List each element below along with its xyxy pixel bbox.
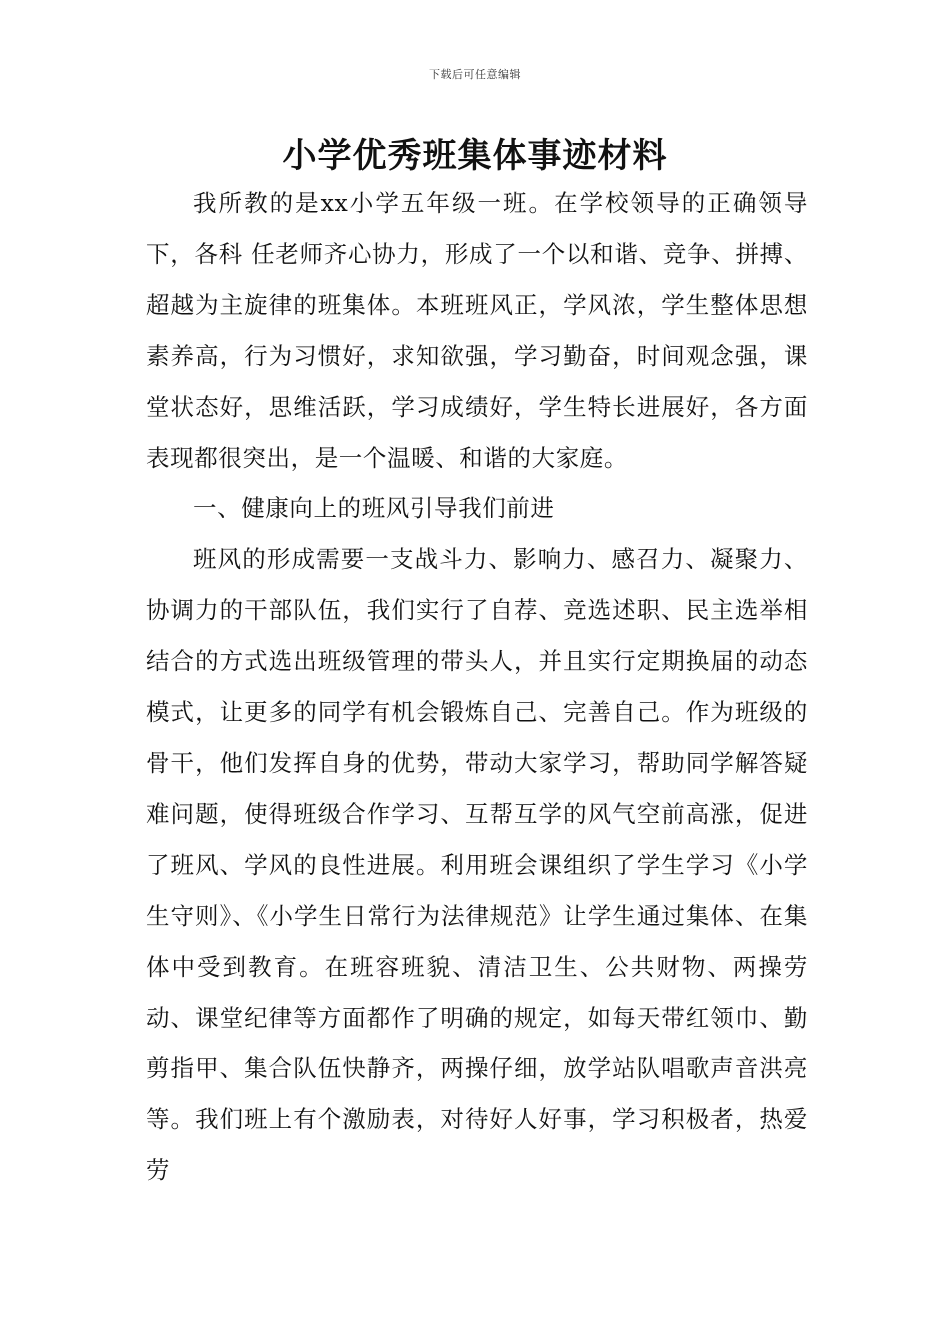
- section-paragraph: 班风的形成需要一支战斗力、影响力、感召力、凝聚力、协调力的干部队伍，我们实行了自荐、竞选述职、民主选举相结合的方式选出班级管理的带头人，并且实行定期换届的动态模式，让更多的同学有机会锻炼自己、完善自己。作为班级的骨干，他们发挥自身的优势，带动大家学习，帮助同学解答疑难问题，使得班级合作学习、互帮互学的风气空前高涨，促进了班风、学风的良性进展。利用班会课组织了学生学习《小学生守则》、《小学生日常行为法律规范》让学生通过集体、在集体中受到教育。在班容班貌、清洁卫生、公共财物、两操劳动、课堂纪律等方面都作了明确的规定，如每天带红领巾、勤剪指甲、集合队伍快静齐，两操仔细，放学站队唱歌声音洪亮等。我们班上有个激励表，对待好人好事，学习积极者，热爱劳: [146, 545, 808, 1185]
- document-title: 小学优秀班集体事迹材料: [282, 136, 668, 176]
- document-body: [146, 178, 808, 1196]
- section-heading: 一、健康向上的班风引导我们前进: [193, 494, 555, 523]
- intro-paragraph: 我所教的是xx小学五年级一班。在学校领导的正确领导下，各科 任老师齐心协力，形成了一个以和谐、竞争、拼搏、超越为主旋律的班集体。本班班风正，学风浓，学生整体思想素养高，行为习惯好，求知欲强，学习勤奋，时间观念强，课堂状态好，思维活跃，学习成绩好，学生特长进展好，各方面表现都很突出，是一个温暖、和谐的大家庭。: [146, 189, 808, 472]
- header-note: 下载后可任意编辑: [429, 68, 521, 81]
